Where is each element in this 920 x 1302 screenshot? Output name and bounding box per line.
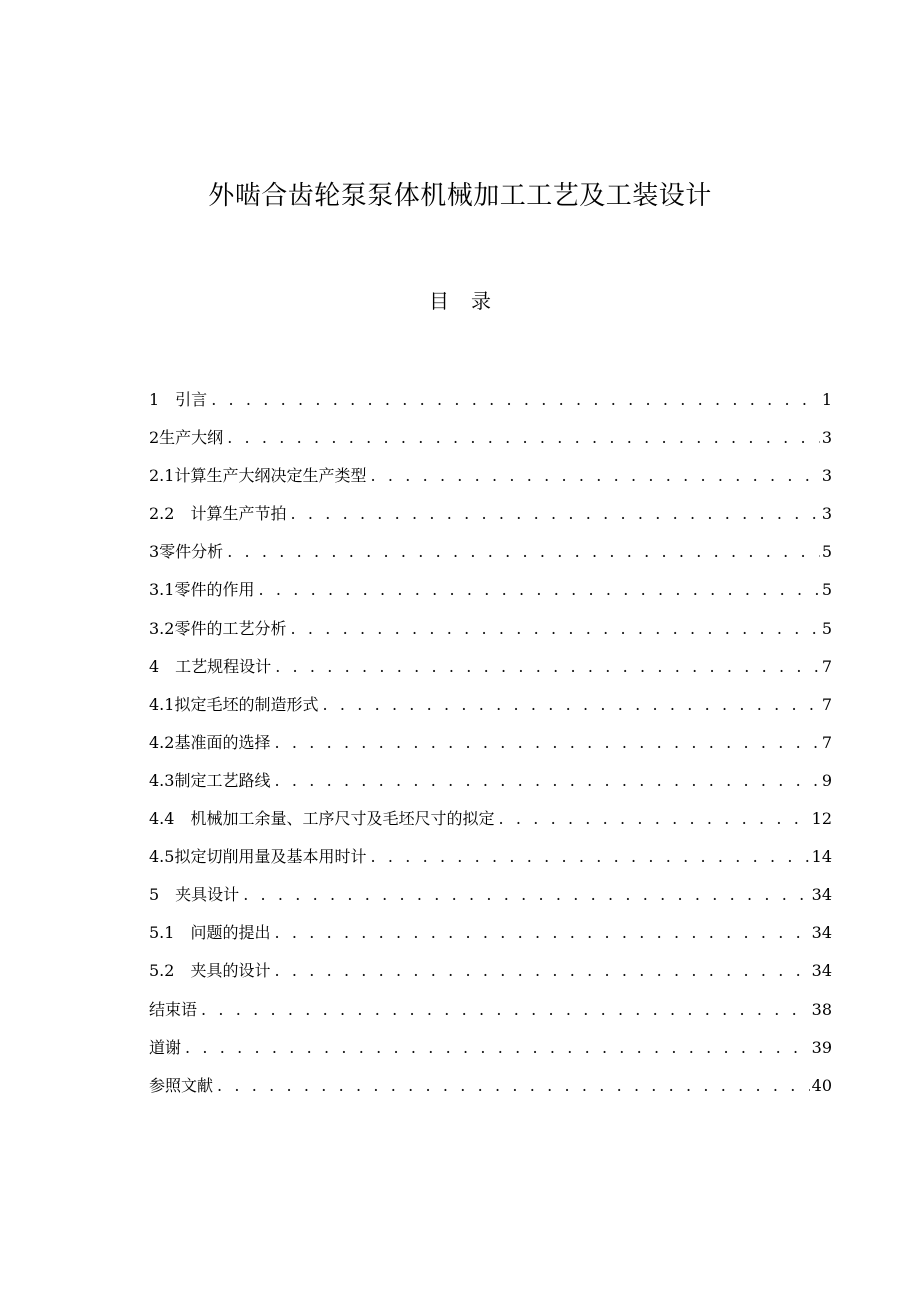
toc-entry-page: 12 [811, 809, 832, 829]
toc-entry-label: 3.2零件的工艺分析 [149, 618, 287, 638]
toc-entry-page: 7 [821, 732, 832, 752]
toc-entry-page: 5 [821, 580, 832, 600]
toc-entry-label: 4.2基准面的选择 [149, 732, 271, 752]
toc-entry-label: 2生产大纲 [149, 428, 224, 448]
toc-entry-machining-allowance[interactable] [149, 805, 832, 843]
toc-entry-page: 1 [821, 390, 832, 409]
toc-entry-label: 4.3制定工艺路线 [149, 770, 271, 790]
toc-entry-process-planning[interactable] [149, 653, 832, 691]
toc-heading-char-1: 目 [429, 289, 449, 313]
toc-dot-leader [274, 957, 809, 985]
toc-entry-datum-selection[interactable] [149, 729, 832, 767]
toc-dot-leader [275, 653, 820, 681]
toc-dot-leader [243, 881, 809, 909]
toc-entry-page: 14 [811, 847, 832, 867]
toc-entry-page: 5 [821, 542, 832, 562]
toc-dot-leader [290, 500, 819, 528]
toc-entry-label: 3零件分析 [149, 542, 224, 562]
toc-dot-leader [201, 996, 810, 1024]
toc-entry-acknowledgements[interactable] [149, 1034, 832, 1072]
toc-entry-part-function[interactable] [149, 576, 832, 614]
toc-entry-cutting-parameters[interactable] [149, 843, 832, 881]
toc-entry-label: 2.2 计算生产节拍 [149, 504, 287, 524]
toc-entry-label: 3.1零件的作用 [149, 580, 255, 600]
toc-entry-process-route[interactable] [149, 767, 832, 805]
toc-dot-leader [217, 1072, 810, 1100]
toc-entry-page: 5 [821, 618, 832, 638]
toc-entry-introduction[interactable] [149, 386, 832, 424]
toc-entry-label: 1 引言 [149, 390, 208, 409]
toc-entry-production-takt[interactable] [149, 500, 832, 538]
document-title: 外啮合齿轮泵泵体机械加工工艺及工装设计 [208, 181, 712, 211]
toc-entry-fixture-design[interactable] [149, 881, 832, 919]
toc-entry-label: 道谢 [149, 1037, 182, 1057]
toc-entry-conclusion[interactable] [149, 996, 832, 1034]
toc-entry-label: 4.1拟定毛坯的制造形式 [149, 694, 319, 714]
toc-dot-leader [370, 462, 819, 490]
toc-entry-production-program[interactable] [149, 424, 832, 462]
toc-entry-page: 9 [821, 770, 832, 790]
toc-heading-char-2: 录 [471, 289, 491, 313]
toc-dot-leader [258, 576, 819, 604]
toc-entry-label: 结束语 [149, 999, 198, 1019]
toc-entry-label: 4.4 机械加工余量、工序尺寸及毛坯尺寸的拟定 [149, 809, 495, 829]
toc-entry-part-analysis[interactable] [149, 538, 832, 576]
toc-dot-leader [290, 615, 819, 643]
toc-entry-page: 3 [821, 466, 832, 486]
toc-entry-page: 34 [811, 961, 832, 981]
toc-dot-leader [227, 424, 820, 452]
toc-entry-references[interactable] [149, 1072, 832, 1110]
toc-entry-label: 5 夹具设计 [149, 885, 240, 905]
toc-entry-label: 4.5拟定切削用量及基本用时计 [149, 847, 367, 867]
toc-heading [0, 285, 920, 317]
toc-dot-leader [274, 919, 809, 947]
toc-entry-page: 34 [811, 923, 832, 943]
toc-entry-page: 34 [811, 885, 832, 905]
toc-dot-leader [274, 767, 819, 795]
toc-entry-page: 39 [811, 1037, 832, 1057]
toc-entry-page: 7 [821, 656, 832, 676]
toc-entry-label: 参照文献 [149, 1075, 214, 1095]
toc-entry-blank-form[interactable] [149, 691, 832, 729]
toc-entry-page: 7 [821, 694, 832, 714]
table-of-contents [149, 386, 832, 1110]
toc-entry-problem-statement[interactable] [149, 919, 832, 957]
toc-entry-page: 3 [821, 428, 832, 448]
toc-dot-leader [498, 805, 809, 833]
toc-entry-label: 5.2 夹具的设计 [149, 961, 271, 981]
toc-entry-page: 3 [821, 504, 832, 524]
toc-dot-leader [185, 1034, 810, 1062]
toc-dot-leader [322, 691, 819, 719]
toc-entry-label: 4 工艺规程设计 [149, 656, 272, 676]
toc-dot-leader [227, 538, 820, 566]
toc-dot-leader [211, 386, 820, 414]
toc-dot-leader [370, 843, 809, 871]
toc-entry-page: 38 [811, 999, 832, 1019]
toc-dot-leader [274, 729, 819, 757]
toc-entry-label: 2.1计算生产大纲决定生产类型 [149, 466, 367, 486]
toc-entry-label: 5.1 问题的提出 [149, 923, 271, 943]
toc-entry-part-process-analysis[interactable] [149, 615, 832, 653]
toc-entry-production-type[interactable] [149, 462, 832, 500]
toc-entry-page: 40 [811, 1075, 832, 1095]
toc-entry-fixture-details[interactable] [149, 957, 832, 995]
